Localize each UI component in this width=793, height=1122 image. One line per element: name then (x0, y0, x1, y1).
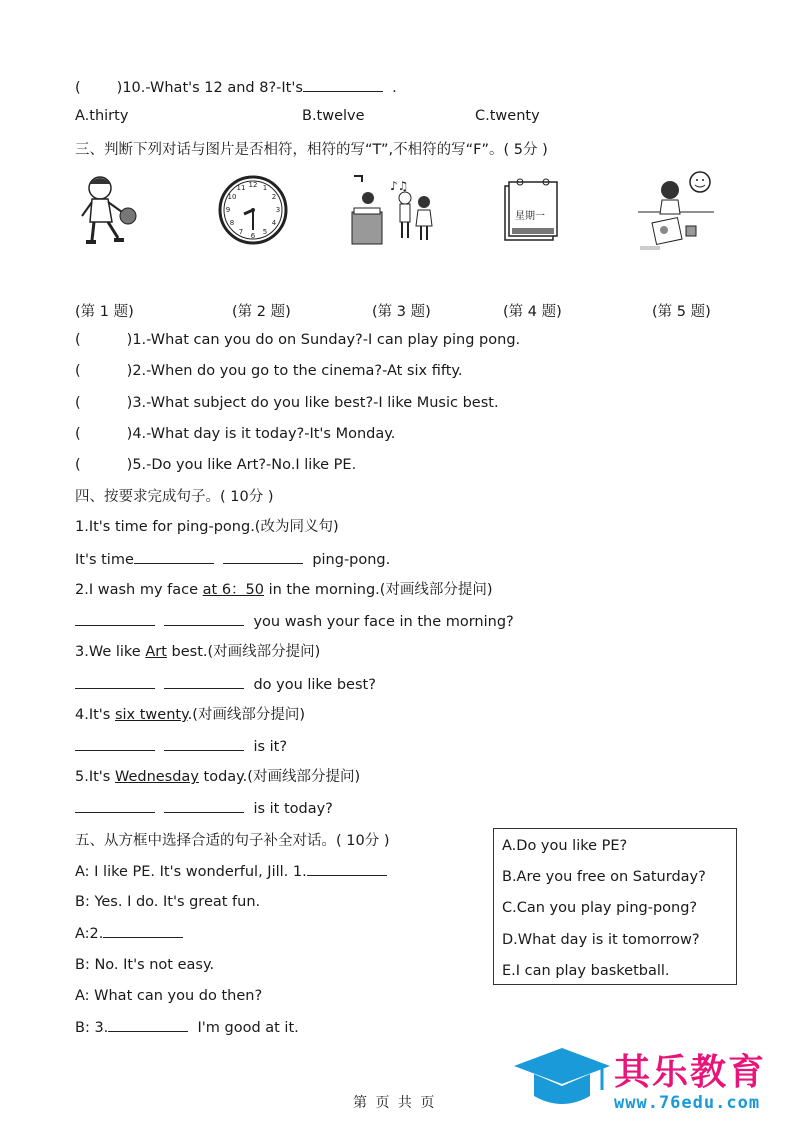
option-b[interactable]: B.twelve (302, 108, 365, 124)
caption-3: (第 3 题) (372, 304, 431, 320)
answer-blank[interactable] (307, 861, 387, 876)
svg-text:9: 9 (225, 206, 231, 214)
tf-item-4: ( )4.-What day is it today?-It's Monday. (75, 426, 396, 442)
section-4-title: 四、按要求完成句子。( 10分 ) (75, 489, 274, 505)
section-3-title: 三、判断下列对话与图片是否相符，相符的写“T”,不相符的写“F”。( 5分 ) (75, 142, 548, 158)
question-10: ( )10.-What's 12 and 8?-It's . (75, 77, 397, 98)
svg-text:8: 8 (229, 219, 235, 227)
option-box-b[interactable]: B.Are you free on Saturday? (502, 869, 706, 886)
options-box (493, 828, 737, 985)
underlined-part: six twenty (114, 707, 188, 723)
dialogue-line-2: B: Yes. I do. It's great fun. (75, 894, 261, 910)
answer-blank[interactable] (75, 674, 155, 689)
answer-blank[interactable] (223, 549, 303, 564)
dialogue-line-6: B: 3. I'm good at it. (75, 1017, 299, 1038)
svg-text:10: 10 (227, 193, 237, 201)
option-c[interactable]: C.twenty (475, 108, 540, 124)
section-4-q1: 1.It's time for ping-pong.(改为同义句) (75, 519, 339, 535)
section-4-a5: is it today? (75, 798, 333, 819)
section-4-a2: you wash your face in the morning? (75, 611, 514, 632)
music-class-picture (350, 172, 440, 248)
section-4-q4: 4.It's six twenty.(对画线部分提问) (75, 707, 306, 723)
svg-text:4: 4 (271, 219, 277, 227)
svg-text:7: 7 (238, 228, 244, 236)
caption-5: (第 5 题) (652, 304, 711, 320)
answer-blank[interactable] (75, 611, 155, 626)
caption-1: (第 1 题) (75, 304, 134, 320)
tf-item-2: ( )2.-When do you go to the cinema?-At six fifty. (75, 363, 463, 379)
answer-blank[interactable] (303, 77, 383, 92)
svg-text:♪♫: ♪♫ (390, 179, 409, 193)
section-4-q5: 5.It's Wednesday today.(对画线部分提问) (75, 769, 361, 785)
section-4-q3: 3.We like Art best.(对画线部分提问) (75, 644, 321, 660)
answer-blank[interactable] (75, 736, 155, 751)
girl-drawing-picture (630, 170, 716, 252)
section-4-a1: It's time ping-pong. (75, 549, 390, 570)
answer-blank[interactable] (164, 674, 244, 689)
svg-text:1: 1 (262, 184, 268, 192)
tf-item-1: ( )1.-What can you do on Sunday?-I can play ping pong. (75, 332, 521, 348)
caption-2: (第 2 题) (232, 304, 291, 320)
answer-paren: ( (75, 80, 81, 96)
svg-text:6: 6 (250, 232, 256, 240)
answer-blank[interactable] (134, 549, 214, 564)
svg-text:5: 5 (262, 228, 268, 236)
answer-blank[interactable] (164, 611, 244, 626)
dialogue-line-3: A:2. (75, 923, 183, 944)
underlined-part: at 6：50 (202, 582, 264, 598)
svg-text:11: 11 (236, 184, 246, 192)
option-box-c[interactable]: C.Can you play ping-pong? (502, 900, 698, 917)
watermark-brand: 其乐教育 (614, 1052, 767, 1093)
clock-picture (218, 174, 288, 246)
section-4-a3: do you like best? (75, 674, 376, 695)
dialogue-line-5: A: What can you do then? (75, 988, 263, 1004)
dialogue-line-1: A: I like PE. It's wonderful, Jill. 1. (75, 861, 387, 882)
answer-blank[interactable] (164, 736, 244, 751)
svg-text:3: 3 (275, 206, 281, 214)
option-a[interactable]: A.thirty (75, 108, 129, 124)
svg-text:2: 2 (271, 193, 277, 201)
svg-text:12: 12 (248, 181, 258, 189)
answer-blank[interactable] (75, 798, 155, 813)
watermark-site: www.76edu.com (614, 1093, 761, 1113)
page-footer: 第 页 共 页 (353, 1095, 437, 1111)
section-4-a4: is it? (75, 736, 287, 757)
caption-4: (第 4 题) (503, 304, 562, 320)
underlined-part: Art (145, 644, 167, 660)
boy-basketball-picture (78, 172, 142, 250)
answer-blank[interactable] (108, 1017, 188, 1032)
section-4-q2: 2.I wash my face at 6：50 in the morning.(对画线部分提问) (75, 582, 493, 598)
dialogue-line-4: B: No. It's not easy. (75, 957, 215, 973)
calendar-label: 星期一 (515, 211, 545, 222)
option-box-d[interactable]: D.What day is it tomorrow? (502, 931, 700, 948)
option-box-a[interactable]: A.Do you like PE? (502, 838, 628, 854)
tf-item-5: ( )5.-Do you like Art?-No.I like PE. (75, 457, 357, 473)
graduation-cap-icon (512, 1046, 612, 1116)
underlined-part: Wednesday (114, 769, 199, 785)
tf-item-3: ( )3.-What subject do you like best?-I like Music best. (75, 395, 499, 411)
answer-blank[interactable] (164, 798, 244, 813)
section-5-title: 五、从方框中选择合适的句子补全对话。( 10分 ) (75, 833, 390, 849)
answer-blank[interactable] (103, 923, 183, 938)
option-box-e[interactable]: E.I can play basketball. (502, 962, 670, 979)
